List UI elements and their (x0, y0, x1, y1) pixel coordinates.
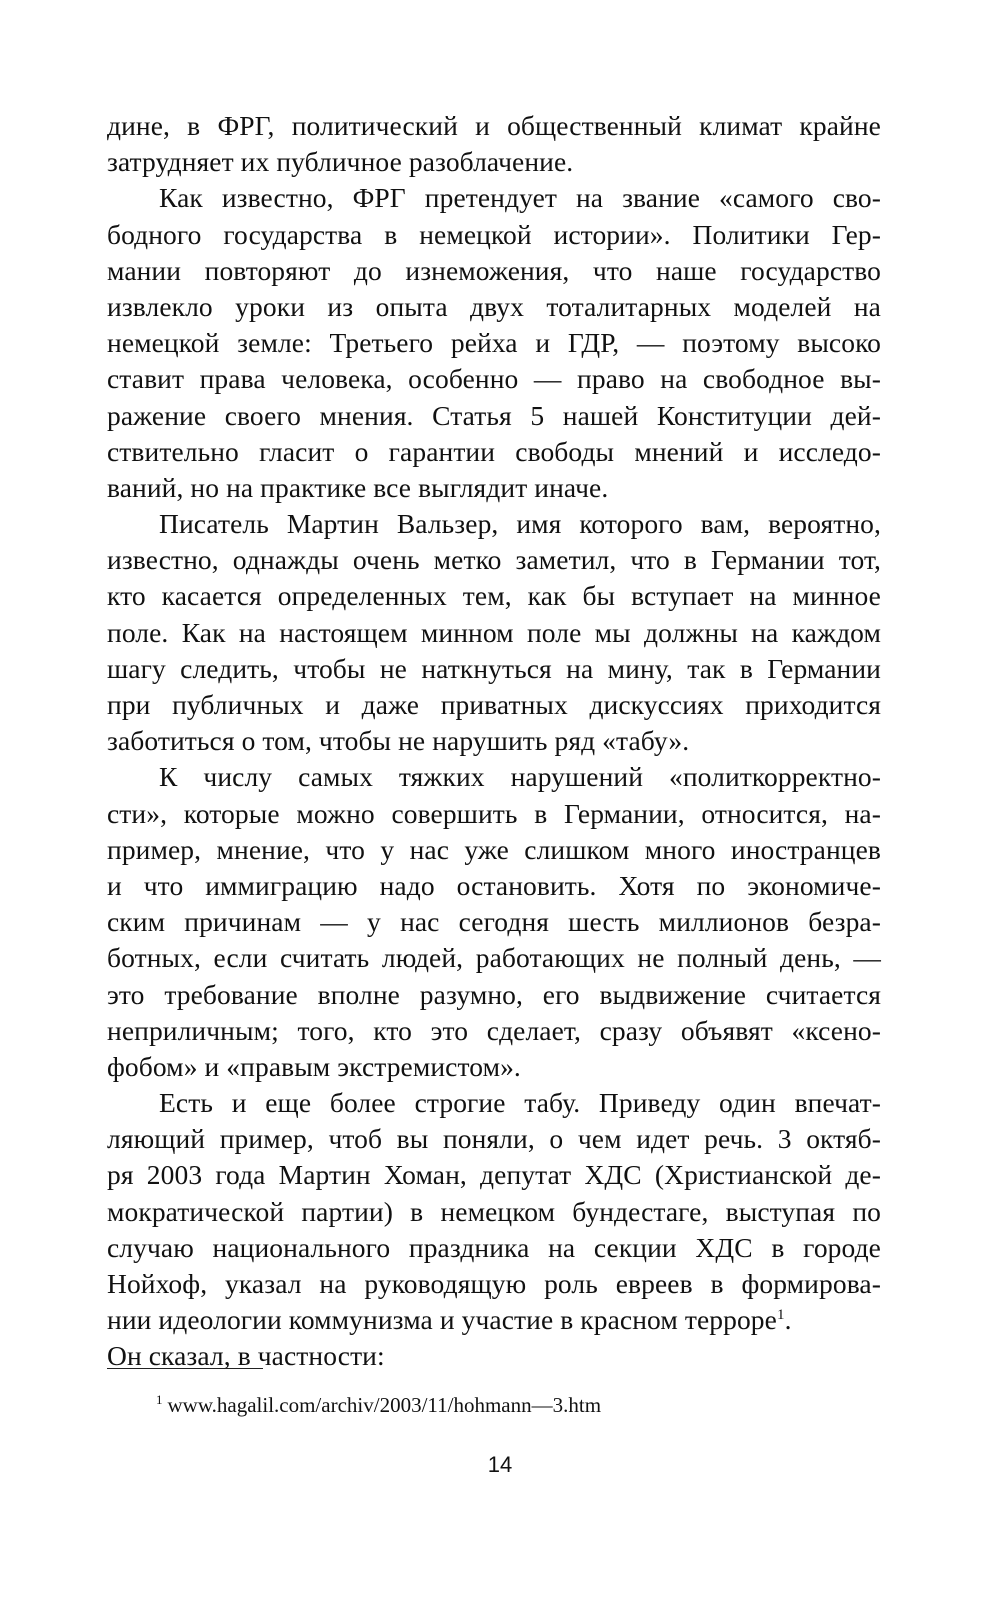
text-line: ским причинам — у нас сегодня шесть миллионов безра- (107, 906, 881, 938)
text-line: поле. Как на настоящем минном поле мы должны на каждом (107, 616, 881, 648)
text-line: пример, мнение, что у нас уже слишком много иностранцев (107, 833, 881, 865)
text-line: дине, в ФРГ, политический и общественный климат крайне (107, 110, 881, 141)
text-line: ражение своего мнения. Статья 5 нашей Конституции дей- (107, 399, 881, 431)
text-line: это требование вполне разумно, его выдвижение считается (107, 978, 881, 1010)
text-line: немецкой земле: Третьего рейха и ГДР, — поэтому высоко (107, 327, 881, 359)
text-line: затрудняет их публичное разоблачение. (107, 146, 574, 178)
text-line: бодного государства в немецкой истории». Политики Гер- (107, 218, 881, 250)
text-line: фобом» и «правым экстремистом». (107, 1050, 521, 1082)
text-line: нии идеологии коммунизма и участие в красном терроре (107, 1304, 777, 1336)
text-line: ваний, но на практике все выглядит иначе. (107, 471, 609, 503)
page-number: 14 (487, 1452, 513, 1477)
text-line: известно, однажды очень метко заметил, что в Германии тот, (107, 544, 881, 576)
text-line-with-footnote: нии идеологии коммунизма и участие в красном терроре$^1$. (107, 1304, 792, 1336)
paragraph-start-line: Как известно, ФРГ претендует на звание «самого сво- (159, 182, 881, 214)
text-line: случаю национального праздника на секции ХДС в городе (107, 1231, 881, 1263)
text-line: ствительно гласит о гарантии свободы мнений и исследо- (107, 435, 881, 467)
text-line: Он сказал, в частности: (107, 1340, 385, 1372)
text-line: неприличным; того, кто это сделает, сразу объявят «ксено- (107, 1014, 881, 1046)
text-line: при публичных и даже приватных дискуссиях приходится (107, 689, 881, 720)
text-line: ляющий пример, чтоб вы поняли, о чем идет речь. 3 октяб- (107, 1123, 881, 1155)
text-line: Нойхоф, указал на руководящую роль евреев в формирова- (107, 1268, 881, 1299)
body-text (107, 108, 881, 1375)
text-line: и что иммиграцию надо остановить. Хотя по экономиче- (107, 869, 881, 901)
footnote-link[interactable]: www.hagalil.com/archiv/2003/11/hohmann—3.htm (167, 1393, 602, 1417)
text-line: кто касается определенных тем, как бы вступает на минное (107, 580, 881, 612)
footnote-separator (107, 1368, 263, 1369)
text-line: сти», которые можно совершить в Германии, относится, на- (107, 797, 881, 829)
text-line: мократической партии) в немецком бундестаге, выступая по (107, 1195, 881, 1227)
text-line: извлекло уроки из опыта двух тоталитарных моделей на (107, 290, 881, 322)
text-line: мании повторяют до изнеможения, что наше государство (107, 254, 881, 286)
text-line: шагу следить, чтобы не наткнуться на мину, так в Германии (107, 652, 881, 684)
paragraph-start-line: Писатель Мартин Вальзер, имя которого вам, вероятно, (159, 508, 881, 540)
footnote (156, 1393, 601, 1417)
text-line: ботных, если считать людей, работающих не полный день, — (107, 942, 881, 974)
text-line: заботиться о том, чтобы не нарушить ряд «табу». (107, 725, 690, 757)
paragraph-start-line: К числу самых тяжких нарушений «политкорректно- (159, 761, 881, 793)
text-line: ря 2003 года Мартин Хоман, депутат ХДС (Христианской де- (107, 1159, 881, 1191)
text-line: ставит права человека, особенно — право на свободное вы- (107, 363, 881, 395)
paragraph-start-line: Есть и еще более строгие табу. Приведу один впечат- (159, 1087, 881, 1119)
footnote-number: 1 (156, 1392, 163, 1407)
footnote-reference[interactable]: 1 (776, 1307, 785, 1324)
